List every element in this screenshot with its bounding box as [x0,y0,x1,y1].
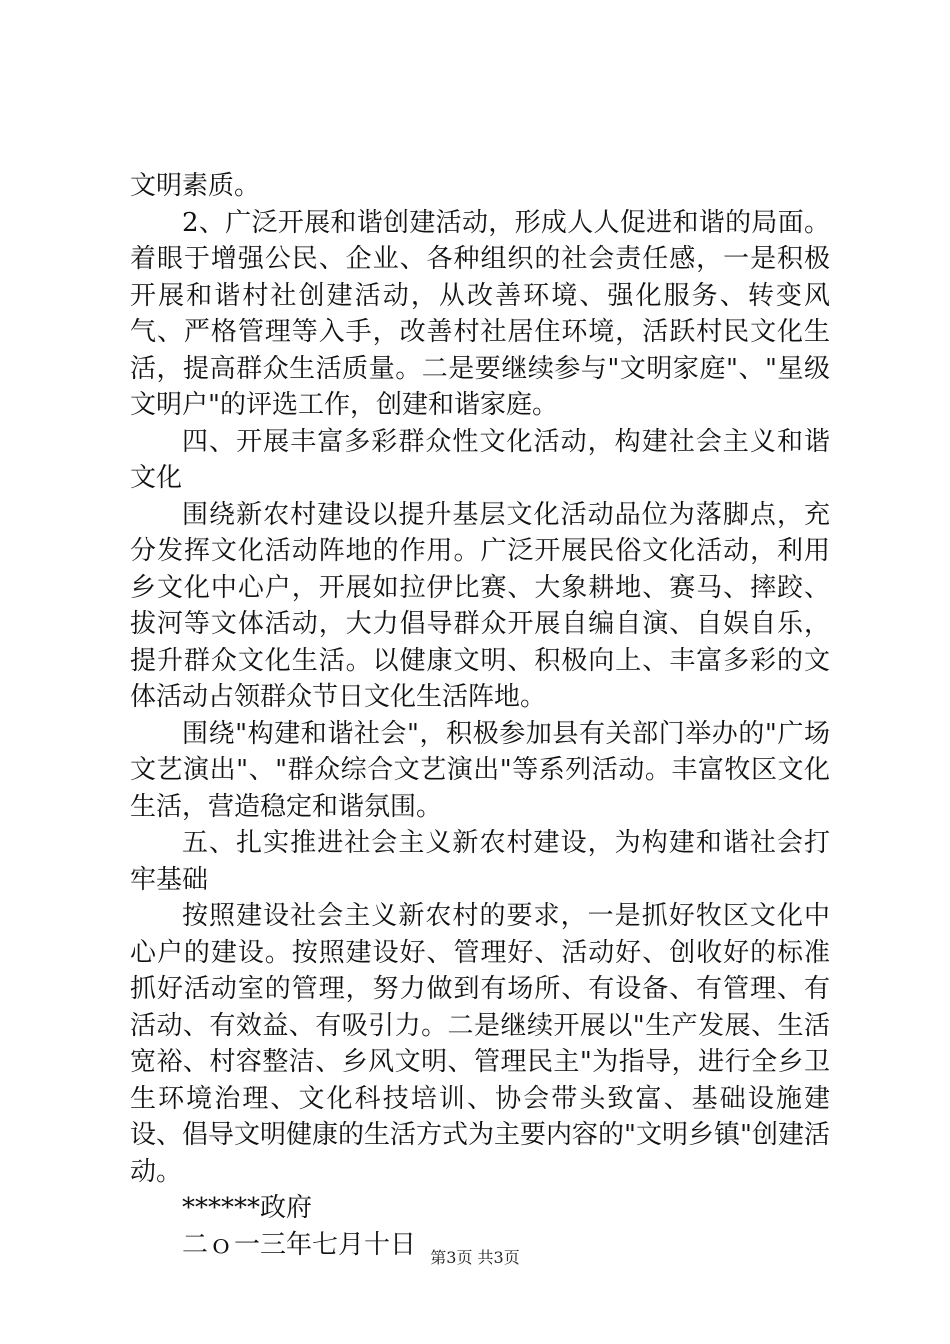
document-body [130,168,830,1263]
paragraph-harmony-activities: 2、广泛开展和谐创建活动，形成人人促进和谐的局面。着眼于增强公民、企业、各种组织的社会责任感，一是积极开展和谐村社创建活动，从改善环境、强化服务、转变风气、严格管理等入手，改善村社居住环境，活跃村民文化生活，提高群众生活质量。二是要继续参与"文明家庭"、"星级文明户"的评选工作，创建和谐家庭。 [130,207,830,420]
page-footer [0,1245,950,1268]
signature-date: 二ｏ一三年七月十日 [182,1229,417,1260]
section-heading-four: 四、开展丰富多彩群众性文化活动，构建社会主义和谐文化 [130,426,830,493]
paragraph-harmonious-society: 围绕"构建和谐社会"，积极参加县有关部门举办的"广场文艺演出"、"群众综合文艺演出"等系列活动。丰富牧区文化生活，营造稳定和谐氛围。 [130,718,830,822]
signature-government: ******政府 [182,1193,313,1223]
paragraph-new-countryside: 按照建设社会主义新农村的要求，一是抓好牧区文化中心户的建设。按照建设好、管理好、活动好、创收好的标准抓好活动室的管理，努力做到有场所、有设备、有管理、有活动、有效益、有吸引力。二是继续开展以"生产发展、生活宽裕、村容整洁、乡风文明、管理民主"为指导，进行全乡卫生环境治理、文化科技培训、协会带头致富、基础设施建设、倡导文明健康的生活方式为主要内容的"文明乡镇"创建活动。 [130,901,830,1187]
paragraph-continuation: 文明素质。 [130,171,261,201]
page-number: 第3页 共3页 [430,1248,520,1267]
paragraph-culture-activities: 围绕新农村建设以提升基层文化活动品位为落脚点，充分发挥文化活动阵地的作用。广泛开展民俗文化活动，利用乡文化中心户，开展如拉伊比赛、大象耕地、赛马、摔跤、拔河等文体活动，大力倡导群众开展自编自演、自娱自乐，提升群众文化生活。以健康文明、积极向上、丰富多彩的文体活动占领群众节日文化生活阵地。 [130,499,830,712]
section-heading-five: 五、扎实推进社会主义新农村建设，为构建和谐社会打牢基础 [130,828,830,895]
